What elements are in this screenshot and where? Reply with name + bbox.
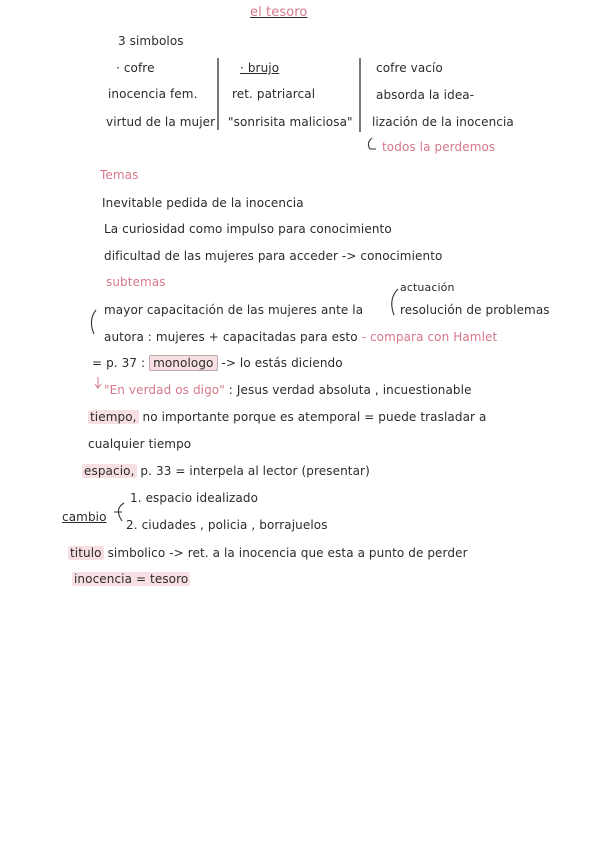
subtema-line-4: "En verdad os digo" : Jesus verdad absoluta , incuestionable xyxy=(104,383,472,397)
tiempo-line: tiempo, no importante porque es atemporal = puede trasladar a xyxy=(90,410,487,424)
col3-item-3: lización de la inocencia xyxy=(372,115,514,129)
subtemas-note-above: actuación xyxy=(400,281,455,294)
subtema-line-2: autora : mujeres + capacitadas para esto - compara con Hamlet xyxy=(104,330,498,344)
page-title: el tesoro xyxy=(250,5,308,20)
final-line: inocencia = tesoro xyxy=(74,572,189,586)
col2-item-2: ret. patriarcal xyxy=(232,87,316,101)
col2-item-3: "sonrisita maliciosa" xyxy=(228,115,353,129)
brace-cambio-icon xyxy=(114,503,124,521)
titulo-line: titulo simbolico -> ret. a la inocencia que esta a punto de perder xyxy=(70,546,468,560)
simbolos-heading: 3 simbolos xyxy=(118,34,184,48)
brace-resolucion-icon xyxy=(392,289,398,315)
col2-item-1: · brujo xyxy=(240,61,280,75)
cambio-item-1: 1. espacio idealizado xyxy=(130,491,259,505)
temas-heading: Temas xyxy=(100,168,139,182)
cambio-label: cambio xyxy=(62,510,107,524)
col3-note: todos la perdemos xyxy=(382,140,496,154)
subtema-line-3: = p. 37 : monologo -> lo estás diciendo xyxy=(92,356,343,370)
tema-item-1: Inevitable pedida de la inocencia xyxy=(102,196,304,210)
subtema-line-1: mayor capacitación de las mujeres ante la xyxy=(104,303,364,317)
subtemas-heading: subtemas xyxy=(106,275,166,289)
tema-item-3: dificultad de las mujeres para acceder -> conocimiento xyxy=(104,249,443,263)
brace-subtemas-icon xyxy=(91,310,96,334)
titulo-label: titulo xyxy=(70,546,102,560)
col3-item-2: absorda la idea- xyxy=(376,88,475,102)
col1-item-2: inocencia fem. xyxy=(108,87,198,101)
subtema-line-1-end: resolución de problemas xyxy=(400,303,550,317)
monologo-box: monologo xyxy=(149,355,217,371)
col1-item-1: · cofre xyxy=(116,61,155,75)
espacio-line: espacio, p. 33 = interpela al lector (presentar) xyxy=(84,464,370,478)
espacio-label: espacio, xyxy=(84,464,135,478)
tiempo-line-2: cualquier tiempo xyxy=(88,437,192,451)
down-arrow-icon xyxy=(95,377,101,388)
tema-item-2: La curiosidad como impulso para conocimiento xyxy=(104,222,392,236)
cambio-item-2: 2. ciudades , policia , borrajuelos xyxy=(126,518,328,532)
col1-item-3: virtud de la mujer xyxy=(106,115,216,129)
hook-arrow-icon xyxy=(368,138,376,149)
tiempo-label: tiempo, xyxy=(90,410,137,424)
col3-item-1: cofre vacío xyxy=(376,61,443,75)
